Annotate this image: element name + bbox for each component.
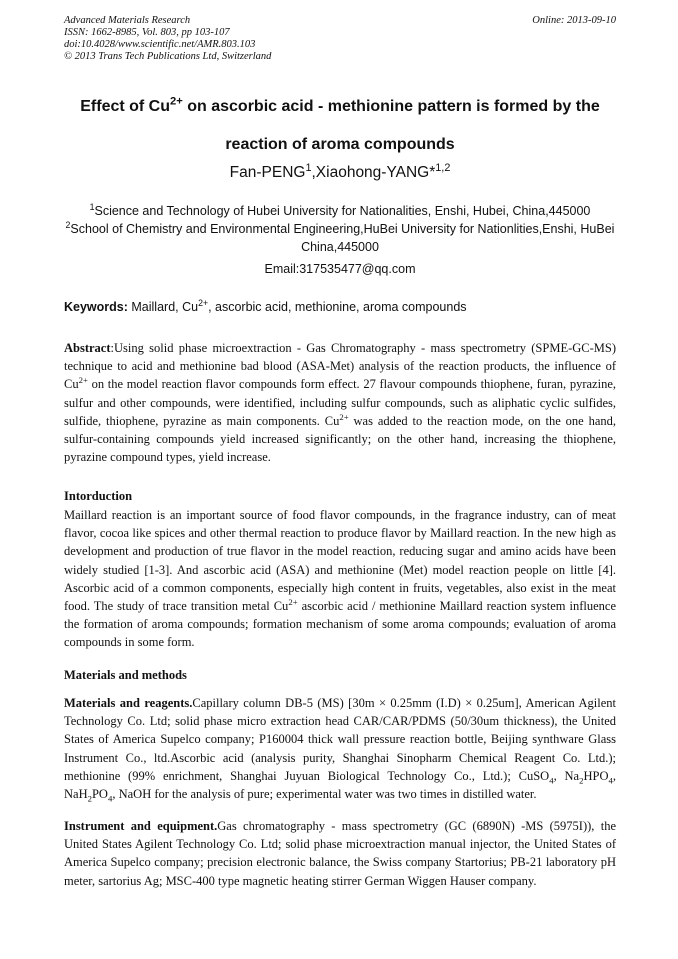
- online-date: Online: 2013-09-10: [532, 15, 616, 26]
- issn-line: ISSN: 1662-8985, Vol. 803, pp 103-107: [64, 27, 230, 38]
- materials-reagents: Materials and reagents.Capillary column DB-5 (MS) [30m × 0.25mm (I.D) × 0.25um], American Agilent Technology Co. Ltd; solid phase micro extraction head CAR/CAR/PDMS (50/30um thickness), the United States of America Supelco company; P160004 thick wall pressure reaction bottle, Beijing synthware Glass Instrument Co., ltd.Ascorbic acid (analysis purity, Shanghai Sinopharm Chemical Reagent Co. Ltd.); methionine (99% enrichment, Shanghai Juyuan Biological Technology Co., Ltd.); CuSO$_4$, $Na_2HPO_4$, $NaH_2PO_4$, NaOH for the analysis of pure; experimental water was two times in distilled water.: [64, 696, 616, 804]
- affiliation-2: $^2$School of Chemistry and Environmental Engineering,HuBei University for Nationlities,Enshi, HuBei China,445000: [65, 219, 615, 254]
- doi-line: doi:10.4028/www.scientific.net/AMR.803.103: [64, 39, 256, 50]
- email-line: Email:317535477@qq.com: [264, 262, 416, 276]
- journal-name: Advanced Materials Research: [64, 15, 191, 26]
- intro-body: Maillard reaction is an important source of food flavor compounds, in the fragrance industry, can of meat flavor, cocoa like spices and other thermal reaction to produce flavor by Maillard reaction. In the new high as development and production of true flavor in the model reaction, reducing sugar and amino acids have been widely studied [1-3]. And ascorbic acid (ASA) and methionine (Met) model reaction people on little [4]. Ascorbic acid of a common components, especially high content in fruits, vegetables, also exist in the meat food. The study of trace transition metal $Cu^{2+}$ ascorbic acid / methionine Maillard reaction system influence the formation of aroma compounds; formation mechanism of some aroma compounds; evaluation of aroma compounds in some form.: [64, 508, 616, 650]
- affiliation-1: $^1$Science and Technology of Hubei University for Nationalities, Enshi, Hubei, China,445000: [89, 201, 591, 218]
- instrument-equipment: Instrument and equipment.Gas chromatography - mass spectrometry (GC (6890N) -MS (5975I)), the United States Agilent Technology Co. Ltd; solid phase microextraction manual injector, the United States of America Supelco company; precision electronic balance, the Swiss company Startorius; PB-21 laboratory pH meter, sartorius Ag; MSC-400 type magnetic heating stirrer German Wiggen Hauser company.: [64, 819, 616, 888]
- author-line: Fan-PENG$^1$,Xiaohong-YANG*$^{1,2}$: [229, 161, 451, 181]
- methods-heading: Materials and methods: [64, 668, 187, 682]
- copyright-line: © 2013 Trans Tech Publications Ltd, Switzerland: [64, 51, 272, 62]
- intro-heading: Intorduction: [64, 489, 133, 503]
- journal-header: [64, 15, 616, 63]
- paper-title: Effect of $Cu^{2+}$ on ascorbic acid - methionine pattern is formed by the reaction of aroma compounds: [80, 95, 600, 153]
- abstract: Abstract:Using solid phase microextraction - Gas Chromatography - mass spectrometry (SPME-GC-MS) technique to acid and methionine bad blood (ASA-Met) analysis of the reaction products, the influence of $Cu^{2+}$ on the model reaction flavor compounds form effect. 27 flavour compounds thiophene, furan, pyrazine, sulfur and other compounds, were identified, including sulfur compounds, such as aliphatic cyclic sulfides, sulfide, thiophene, pyrazine as main components. $Cu^{2+}$ was added to the reaction mode, on the one hand, sulfur-containing compounds yield increased significantly; on the other hand, increasing the thiophene, pyrazine compound types, yield increase.: [64, 341, 616, 465]
- affiliations: [64, 202, 616, 256]
- keywords: Keywords: Maillard, $Cu^{2+}$, ascorbic acid, methionine, aroma compounds: [64, 297, 467, 314]
